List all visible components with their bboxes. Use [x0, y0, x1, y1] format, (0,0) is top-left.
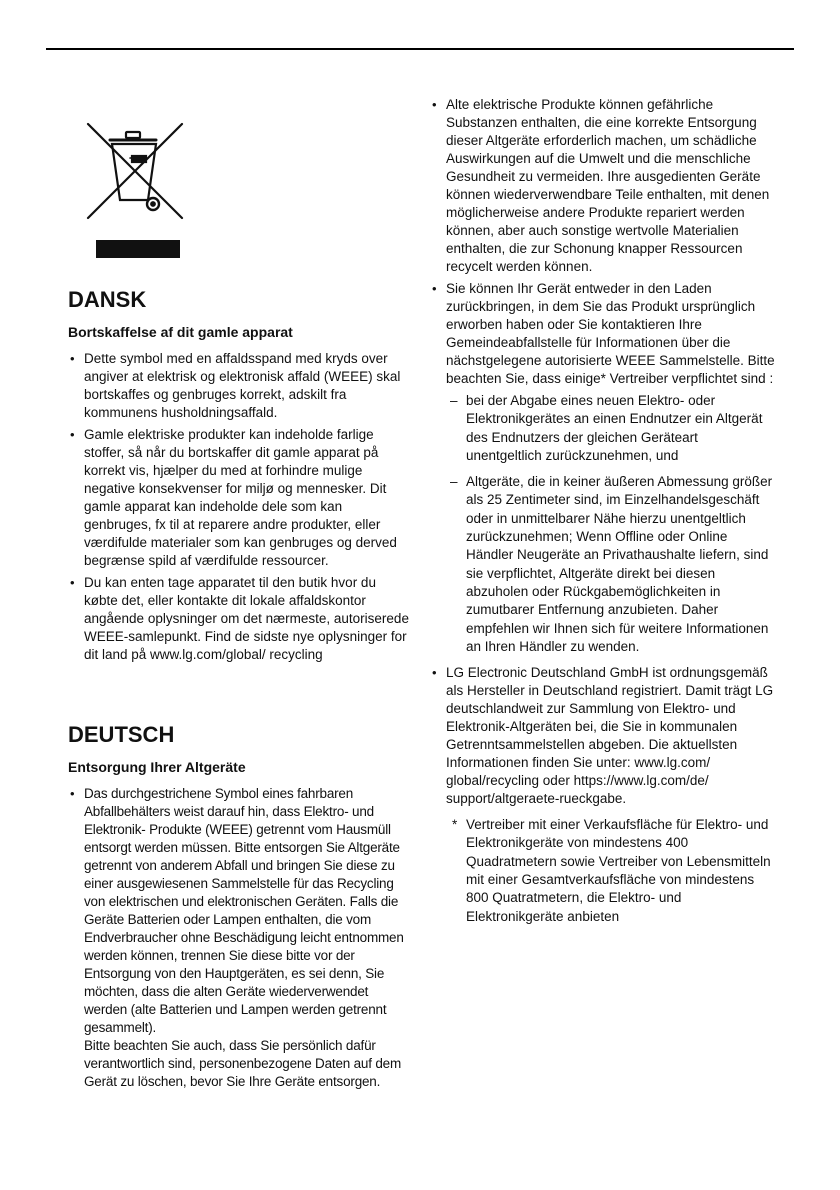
- weee-crossed-bin-icon: [84, 120, 189, 260]
- dash-item: – Altgeräte, die in keiner äußeren Abmessung größer als 25 Zentimeter sind, im Einzelhandelsgeschäft oder in unmittelbarer Nähe hierzu unentgeltlich zurückzunehmen; Wenn Offline oder Online Händler Neugeräte an Privathaushalte liefern, sind sie verpflichtet, Altgeräte direkt bei diesen abzuholen oder Rückgabemöglichkeiten in zumutbarer Entfernung anzubieten. Daher empfehlen wir Ihnen sich für weitere Informationen an Ihren Händler zu wenden.: [446, 473, 775, 656]
- list-item: • Dette symbol med en affaldsspand med kryds over angiver at elektrisk og elektronisk affald (WEEE) skal bortskaffes og genbruges korrekt, adskilt fra kommunens husholdningsaffald.: [68, 350, 413, 422]
- dash-list: [446, 392, 775, 656]
- list-item: [68, 785, 413, 1091]
- footnote-text: Vertreiber mit einer Verkaufsfläche für Elektro- und Elektronikgeräte von mindestens 400 Quadratmetern sowie Vertreiber von Lebensmitteln mit einer Gesamtverkaufsfläche von mindestens 800 Quatratmetern, die Elektro- und Elektronikgeräte anbieten: [466, 817, 771, 924]
- subheading-deutsch: Entsorgung Ihrer Altgeräte: [68, 759, 246, 775]
- header-rule: [46, 48, 794, 50]
- dansk-bullet-list: [68, 350, 413, 664]
- bullet-text-extra: Bitte beachten Sie auch, dass Sie persönlich dafür verantwortlich sind, personenbezogene Daten auf dem Gerät zu löschen, bevor Sie Ihre Geräte entsorgen.: [84, 1038, 402, 1089]
- right-column: [430, 96, 775, 930]
- heading-dansk: DANSK: [68, 287, 147, 312]
- deutsch-bullet-list-left: [68, 785, 413, 1091]
- list-item: • Du kan enten tage apparatet til den butik hvor du købte det, eller kontakte dit lokale affaldskontor angående oplysninger om det nærmeste, autoriserede WEEE-samlepunkt. Find de sidste nye oplysninger for dit land på www.lg.com/global/ recycling: [68, 574, 413, 664]
- list-item: • Alte elektrische Produkte können gefährliche Substanzen enthalten, die eine korrekte Entsorgung dieser Altgeräte erforderlich machen, um schädliche Auswirkungen auf die Umwelt und die menschliche Gesundheit zu vermeiden. Ihre ausgedienten Geräte können wiederverwendbare Teile enthalten, mit denen möglicherweise andere Produkte repariert werden können, aber auch sonstige wertvolle Materialien enthalten, die zur Schonung knapper Ressourcen recycelt werden können.: [430, 96, 775, 276]
- list-item: [430, 280, 775, 656]
- footnote-mark: *: [452, 817, 458, 833]
- bullet-text: Sie können Ihr Gerät entweder in den Laden zurückbringen, in dem Sie das Produkt ursprünglich erworben haben oder Sie kontaktieren Ihre Gemeindeabfallstelle für Informationen über die nächstgelegene autorisierte WEEE Sammelstelle. Bitte beachten Sie, dass einige* Vertreiber verpflichtet sind :: [446, 281, 775, 386]
- heading-deutsch: DEUTSCH: [68, 722, 175, 747]
- list-item: [430, 664, 775, 926]
- section-deutsch: [68, 722, 413, 1095]
- bullet-text: Das durchgestrichene Symbol eines fahrbaren Abfallbehälters weist darauf hin, dass Elektro- und Elektronik- Produkte (WEEE) getrennt vom Hausmüll entsorgt werden müssen. Bitte entsorgen Sie Altgeräte getrennt von anderem Abfall und bringen Sie diese zu einer ausgewiesenen Sammelstelle für das Recycling von elektrischen und elektronischen Geräten. Falls die Geräte Batterien oder Lampen enthalten, die vom Endverbraucher ohne Beschädigung leicht entnommen werden können, trennen Sie diese bitte vor der Entsorgung von den Hauptgeräten, es sei denn, Sie möchten, dass die alten Geräte wiederverwendet werden (alte Batterien und Lampen werden getrennt gesammelt).: [84, 786, 404, 1035]
- section-dansk: [68, 287, 413, 668]
- deutsch-bullet-list-right: [430, 96, 775, 926]
- subheading-dansk: Bortskaffelse af dit gamle apparat: [68, 324, 293, 340]
- list-item: • Gamle elektriske produkter kan indeholde farlige stoffer, så når du bortskaffer dit gamle apparat på korrekt vis, hjælper du med at forhindre mulige negative konsekvenser for miljø og mennesker. Dit gamle apparat kan indeholde dele som kan genbruges, fx til at reparere andre produkter, eller værdifulde materialer som kan genbruges og derved begrænse spild af værdifulde ressourcer.: [68, 426, 413, 570]
- dash-item: – bei der Abgabe eines neuen Elektro- oder Elektronikgerätes an einen Endnutzer ein Altgerät des Endnutzers der gleichen Geräteart unentgeltlich zurückzunehmen, und: [446, 392, 775, 465]
- footnote: [446, 816, 775, 926]
- bullet-text: LG Electronic Deutschland GmbH ist ordnungsgemäß als Hersteller in Deutschland registriert. Damit trägt LG deutschlandweit zur Sammlung von Elektro- und Elektronik-Altgeräten bei, die Sie in kommunalen Getrenntsammelstellen abgeben. Die aktuellsten Informationen finden Sie unter: www.lg.com/ global/recycling oder https://www.lg.com/de/ support/altgeraete-rueckgabe.: [446, 665, 774, 807]
